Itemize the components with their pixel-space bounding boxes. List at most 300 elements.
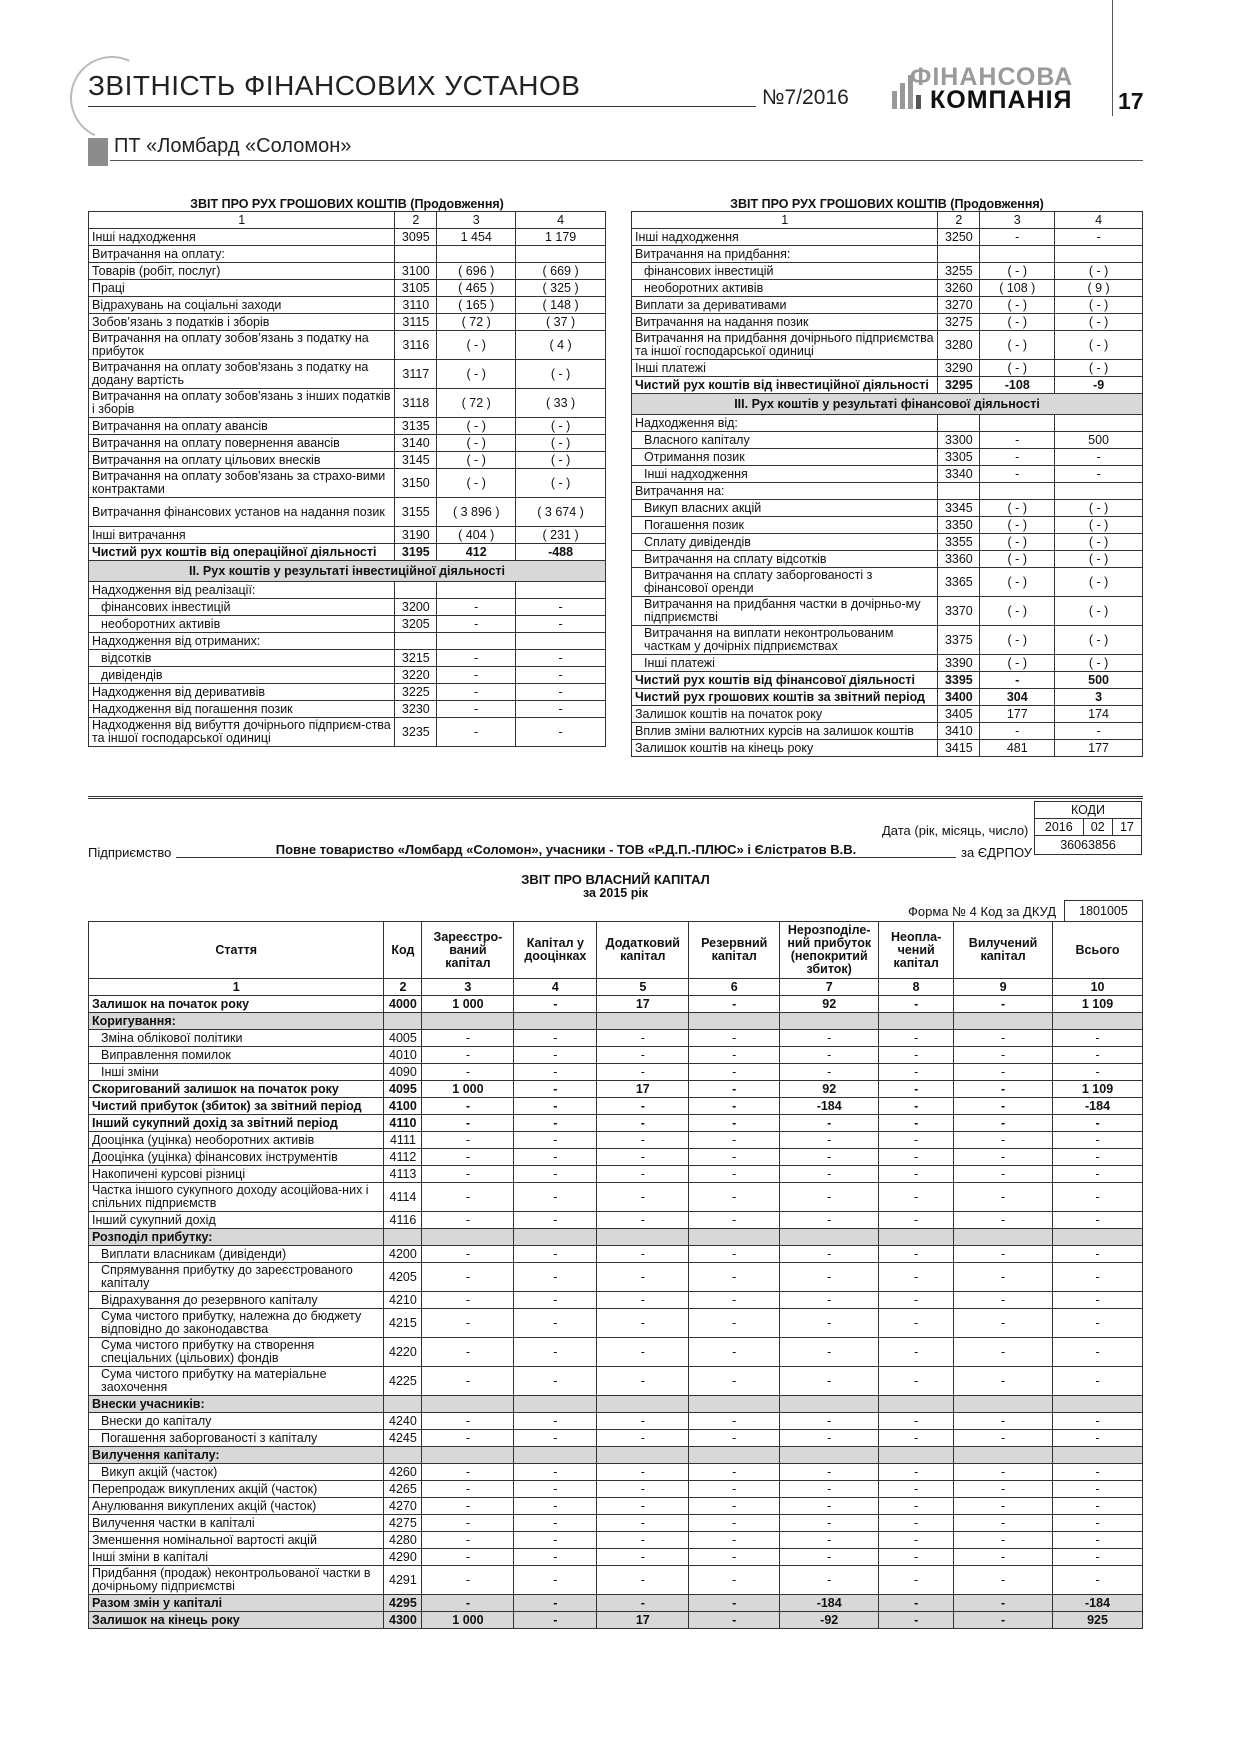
value-cell: - [689, 1430, 780, 1447]
codes-label: КОДИ [1035, 802, 1142, 819]
row-label: Витрачання на оплату повернення авансів [89, 435, 395, 452]
empty-cell [597, 1396, 689, 1413]
value-cell: - [597, 1166, 689, 1183]
row-code: 3220 [395, 667, 437, 684]
value-cell: - [514, 1566, 597, 1595]
table-row [89, 1532, 1143, 1549]
empty-cell [879, 1229, 954, 1246]
column-number: 1 [89, 979, 384, 996]
row-label: Інші платежі [632, 360, 938, 377]
value-cell: - [780, 1515, 879, 1532]
empty-cell [514, 1229, 597, 1246]
value-cell: - [514, 1132, 597, 1149]
value-cell: - [954, 1047, 1053, 1064]
row-label: Сума чистого прибутку, належна до бюджету відповідно до законодавства [89, 1309, 384, 1338]
value-cell: - [689, 1263, 780, 1292]
row-code: 3110 [395, 297, 437, 314]
column-number: 2 [395, 212, 437, 229]
value-cell: - [514, 996, 597, 1013]
value-cell: - [689, 1081, 780, 1098]
value-cell: - [1053, 1132, 1143, 1149]
row-code: 4095 [384, 1081, 422, 1098]
value-cell: - [954, 1132, 1053, 1149]
value-cell: - [879, 1430, 954, 1447]
row-code: 3205 [395, 616, 437, 633]
value-cell: - [514, 1367, 597, 1396]
group-heading: Внески учасників: [89, 1396, 384, 1413]
row-code: 4240 [384, 1413, 422, 1430]
table-row [89, 1338, 1143, 1367]
row-code: 3395 [938, 672, 980, 689]
value-reporting-period: ( - ) [980, 331, 1055, 360]
value-cell: - [422, 1149, 514, 1166]
value-cell: -184 [780, 1595, 879, 1612]
row-code: 4275 [384, 1515, 422, 1532]
value-reporting-period: ( 72 ) [437, 314, 516, 331]
row-code: 3100 [395, 263, 437, 280]
table-row [89, 1612, 1143, 1629]
table-row [89, 1367, 1143, 1396]
value-cell: - [780, 1115, 879, 1132]
value-prior-period: 3 [1055, 689, 1143, 706]
table-row [89, 246, 606, 263]
value-cell: - [689, 1612, 780, 1629]
row-label: Витрачання на: [632, 483, 938, 500]
table-row [89, 544, 606, 561]
value-cell: - [780, 1464, 879, 1481]
column-number: 9 [954, 979, 1053, 996]
value-cell: - [689, 1413, 780, 1430]
company-bar-marker [88, 138, 108, 166]
value-reporting-period: ( - ) [437, 452, 516, 469]
row-label: Виплати за деривативами [632, 297, 938, 314]
value-prior-period: ( 3 674 ) [516, 498, 606, 527]
value-cell: - [422, 1047, 514, 1064]
value-reporting-period: - [437, 684, 516, 701]
value-cell: - [780, 1413, 879, 1430]
value-cell: - [514, 1595, 597, 1612]
row-label: Витрачання на надання позик [632, 314, 938, 331]
value-reporting-period: ( - ) [437, 360, 516, 389]
row-label: Залишок коштів на кінець року [632, 740, 938, 757]
value-cell: - [954, 1183, 1053, 1212]
value-reporting-period: - [980, 432, 1055, 449]
row-label: необоротних активів [632, 280, 938, 297]
edrpou-code: 36063856 [1035, 836, 1142, 855]
row-code: 3095 [395, 229, 437, 246]
value-prior-period: ( - ) [516, 418, 606, 435]
row-code: 3195 [395, 544, 437, 561]
value-cell: - [514, 1309, 597, 1338]
row-code: 4220 [384, 1338, 422, 1367]
value-cell: - [422, 1166, 514, 1183]
table-row [89, 1481, 1143, 1498]
value-cell: - [422, 1367, 514, 1396]
value-cell: - [514, 1030, 597, 1047]
value-cell: - [879, 1413, 954, 1430]
form-code-box [1064, 900, 1143, 922]
row-label: Витрачання на оплату зобов’язань з податку на прибуток [89, 331, 395, 360]
row-code: 3400 [938, 689, 980, 706]
row-label: Відрахувань на соціальні заходи [89, 297, 395, 314]
row-code: 3255 [938, 263, 980, 280]
value-cell: - [954, 1481, 1053, 1498]
row-label: Витрачання на оплату зобов'язань з податку на додану вартість [89, 360, 395, 389]
row-label: Праці [89, 280, 395, 297]
row-label: Надходження від деривативів [89, 684, 395, 701]
row-label: Витрачання на придбання: [632, 246, 938, 263]
value-cell: - [689, 1464, 780, 1481]
value-cell: - [1053, 1149, 1143, 1166]
column-number: 8 [879, 979, 954, 996]
value-cell: - [1053, 1183, 1143, 1212]
column-number: 6 [689, 979, 780, 996]
empty-cell [780, 1396, 879, 1413]
enterprise-label: Підприємство [88, 845, 172, 860]
row-code: 4110 [384, 1115, 422, 1132]
value-cell: - [954, 1098, 1053, 1115]
value-reporting-period: ( 72 ) [437, 389, 516, 418]
row-label: Надходження від: [632, 415, 938, 432]
row-code: 3260 [938, 280, 980, 297]
value-cell: - [422, 1292, 514, 1309]
value-cell: - [689, 1367, 780, 1396]
empty-cell [514, 1447, 597, 1464]
edrpou-label: за ЄДРПОУ [961, 845, 1033, 860]
value-cell: - [780, 1166, 879, 1183]
value-cell: -184 [780, 1098, 879, 1115]
empty-cell [384, 1447, 422, 1464]
value-prior-period: ( - ) [516, 435, 606, 452]
value-cell: - [879, 1309, 954, 1338]
table-row [632, 263, 1143, 280]
value-prior-period: - [516, 684, 606, 701]
column-header: Нерозподіле-ний прибуток (непокритий збиток) [780, 922, 879, 979]
value-cell: - [597, 1030, 689, 1047]
row-label: Виправлення помилок [89, 1047, 384, 1064]
empty-cell [514, 1013, 597, 1030]
value-prior-period: - [516, 650, 606, 667]
value-cell: - [514, 1532, 597, 1549]
value-cell: - [1053, 1246, 1143, 1263]
value-prior-period: ( 231 ) [516, 527, 606, 544]
cashflow-table-left [88, 197, 606, 747]
value-cell: - [1053, 1481, 1143, 1498]
table-row [632, 534, 1143, 551]
value-cell: - [689, 1047, 780, 1064]
group-heading: Вилучення капіталу: [89, 1447, 384, 1464]
row-label: Інші надходження [89, 229, 395, 246]
value-cell: - [1053, 1532, 1143, 1549]
table-row [89, 1464, 1143, 1481]
value-prior-period: ( - ) [1055, 534, 1143, 551]
value-prior-period [516, 582, 606, 599]
value-prior-period: ( - ) [1055, 517, 1143, 534]
value-cell: - [597, 1595, 689, 1612]
row-code: 4215 [384, 1309, 422, 1338]
value-prior-period: 174 [1055, 706, 1143, 723]
value-cell: - [1053, 1430, 1143, 1447]
row-label: необоротних активів [89, 616, 395, 633]
value-cell: - [689, 1098, 780, 1115]
table-row [632, 394, 1143, 415]
row-label: Зобов’язань з податків і зборів [89, 314, 395, 331]
value-reporting-period: ( 108 ) [980, 280, 1055, 297]
value-prior-period: ( - ) [1055, 331, 1143, 360]
row-label: Надходження від реалізації: [89, 582, 395, 599]
table-row [89, 718, 606, 747]
row-code: 3270 [938, 297, 980, 314]
value-reporting-period: 304 [980, 689, 1055, 706]
value-cell: - [1053, 1030, 1143, 1047]
table-row [89, 561, 606, 582]
value-reporting-period: 481 [980, 740, 1055, 757]
table-row [632, 597, 1143, 626]
value-prior-period: ( 33 ) [516, 389, 606, 418]
empty-cell [384, 1229, 422, 1246]
row-label: Інші витрачання [89, 527, 395, 544]
row-code: 3290 [938, 360, 980, 377]
value-cell: - [514, 1064, 597, 1081]
table-row [89, 263, 606, 280]
value-cell: - [954, 1612, 1053, 1629]
value-prior-period: 500 [1055, 672, 1143, 689]
value-cell: - [422, 1246, 514, 1263]
value-cell: - [879, 996, 954, 1013]
table-row [89, 1309, 1143, 1338]
value-prior-period: 1 179 [516, 229, 606, 246]
value-cell: - [689, 1132, 780, 1149]
column-numbers-row [632, 212, 1143, 229]
value-cell: - [879, 1595, 954, 1612]
header-vertical-rule [1112, 0, 1113, 116]
row-code: 4225 [384, 1367, 422, 1396]
row-code: 4112 [384, 1149, 422, 1166]
row-code: 3345 [938, 500, 980, 517]
empty-cell [954, 1396, 1053, 1413]
value-cell: - [1053, 1498, 1143, 1515]
row-label: Інші платежі [632, 655, 938, 672]
empty-cell [422, 1396, 514, 1413]
table-row [89, 1396, 1143, 1413]
value-cell: 1 000 [422, 1081, 514, 1098]
value-cell: - [879, 1532, 954, 1549]
row-code: 4000 [384, 996, 422, 1013]
row-code: 4210 [384, 1292, 422, 1309]
value-prior-period: -9 [1055, 377, 1143, 394]
row-label: Отримання позик [632, 449, 938, 466]
row-code [938, 415, 980, 432]
value-cell: - [780, 1263, 879, 1292]
row-code: 3190 [395, 527, 437, 544]
value-reporting-period: ( - ) [437, 418, 516, 435]
row-label: Спрямування прибутку до зареєстрованого капіталу [89, 1263, 384, 1292]
value-cell: - [954, 1430, 1053, 1447]
row-label: Викуп акцій (часток) [89, 1464, 384, 1481]
row-code: 4005 [384, 1030, 422, 1047]
value-cell: - [597, 1498, 689, 1515]
value-cell: - [597, 1263, 689, 1292]
value-cell: - [954, 1515, 1053, 1532]
value-cell: - [879, 1367, 954, 1396]
table-row [89, 452, 606, 469]
row-label: Дооцінка (уцінка) фінансових інструментів [89, 1149, 384, 1166]
row-label: відсотків [89, 650, 395, 667]
value-reporting-period: ( - ) [980, 626, 1055, 655]
row-code: 3375 [938, 626, 980, 655]
value-cell: - [422, 1263, 514, 1292]
table-row [89, 684, 606, 701]
value-reporting-period [437, 633, 516, 650]
value-cell: - [780, 1309, 879, 1338]
value-cell: - [422, 1595, 514, 1612]
value-cell: - [780, 1292, 879, 1309]
value-cell: - [689, 1149, 780, 1166]
row-label: дивідендів [89, 667, 395, 684]
column-number: 2 [384, 979, 422, 996]
table-row [632, 689, 1143, 706]
row-code [395, 633, 437, 650]
value-cell: - [514, 1413, 597, 1430]
row-label: Придбання (продаж) неконтрольованої частки в дочірньому підприємстві [89, 1566, 384, 1595]
table-row [89, 633, 606, 650]
column-number: 10 [1053, 979, 1143, 996]
row-label: Витрачання на оплату авансів [89, 418, 395, 435]
table-row [89, 331, 606, 360]
value-prior-period: ( - ) [1055, 655, 1143, 672]
row-label: Витрачання на сплату заборгованості з фінансової оренди [632, 568, 938, 597]
value-cell: - [1053, 1464, 1143, 1481]
value-cell: - [954, 1309, 1053, 1338]
value-cell: - [954, 1549, 1053, 1566]
row-label: Вилучення частки в капіталі [89, 1515, 384, 1532]
row-code: 4291 [384, 1566, 422, 1595]
value-cell: - [597, 1367, 689, 1396]
row-code: 3280 [938, 331, 980, 360]
row-code [395, 246, 437, 263]
row-code: 3135 [395, 418, 437, 435]
value-cell: - [954, 1166, 1053, 1183]
value-reporting-period: ( 404 ) [437, 527, 516, 544]
empty-cell [689, 1396, 780, 1413]
row-code: 4270 [384, 1498, 422, 1515]
value-reporting-period: 412 [437, 544, 516, 561]
report-title: ЗВІТ ПРО ВЛАСНИЙ КАПІТАЛ [521, 872, 710, 887]
value-reporting-period: - [980, 466, 1055, 483]
row-code: 3305 [938, 449, 980, 466]
date-year: 2016 [1035, 819, 1084, 836]
column-numbers-row [89, 212, 606, 229]
value-reporting-period: - [980, 449, 1055, 466]
value-cell: - [689, 1498, 780, 1515]
value-cell: - [1053, 1549, 1143, 1566]
value-prior-period: - [516, 616, 606, 633]
value-cell: - [879, 1338, 954, 1367]
value-cell: - [422, 1481, 514, 1498]
value-cell: - [689, 1515, 780, 1532]
table-row [632, 500, 1143, 517]
date-day: 17 [1112, 819, 1141, 836]
value-cell: - [514, 1263, 597, 1292]
value-cell: 1 109 [1053, 1081, 1143, 1098]
value-cell: - [422, 1338, 514, 1367]
value-reporting-period: ( - ) [980, 500, 1055, 517]
column-number: 1 [632, 212, 938, 229]
value-cell: - [954, 1030, 1053, 1047]
empty-cell [597, 1013, 689, 1030]
column-number: 4 [514, 979, 597, 996]
value-cell: - [597, 1064, 689, 1081]
empty-cell [954, 1229, 1053, 1246]
table-row [89, 1430, 1143, 1447]
value-reporting-period: ( - ) [980, 534, 1055, 551]
table-row [89, 1132, 1143, 1149]
row-code: 4265 [384, 1481, 422, 1498]
empty-cell [1053, 1229, 1143, 1246]
table-row [89, 582, 606, 599]
row-code: 3116 [395, 331, 437, 360]
value-prior-period: ( - ) [1055, 360, 1143, 377]
value-cell: - [422, 1309, 514, 1338]
value-cell: - [422, 1464, 514, 1481]
row-code: 3415 [938, 740, 980, 757]
column-number: 7 [780, 979, 879, 996]
value-reporting-period: ( - ) [980, 517, 1055, 534]
table-row [89, 435, 606, 452]
value-cell: - [597, 1309, 689, 1338]
value-reporting-period: - [437, 616, 516, 633]
value-cell: - [514, 1212, 597, 1229]
value-cell: - [780, 1549, 879, 1566]
value-cell: - [597, 1464, 689, 1481]
table-row [89, 996, 1143, 1013]
value-cell: - [1053, 1212, 1143, 1229]
empty-cell [689, 1447, 780, 1464]
value-reporting-period: - [437, 667, 516, 684]
value-prior-period: ( - ) [1055, 263, 1143, 280]
value-cell: -184 [1053, 1098, 1143, 1115]
value-reporting-period: ( - ) [980, 597, 1055, 626]
value-cell: - [514, 1246, 597, 1263]
table-row [89, 1229, 1143, 1246]
value-cell: -184 [1053, 1595, 1143, 1612]
table-row [632, 655, 1143, 672]
value-prior-period [1055, 483, 1143, 500]
row-code [938, 246, 980, 263]
magazine-logo [890, 63, 1085, 113]
table-row [89, 1081, 1143, 1098]
value-cell: - [954, 1595, 1053, 1612]
row-label: Інші надходження [632, 229, 938, 246]
row-label: Інші зміни в капіталі [89, 1549, 384, 1566]
table-row [632, 314, 1143, 331]
value-cell: - [1053, 1413, 1143, 1430]
row-label: Сума чистого прибутку на матеріальне заохочення [89, 1367, 384, 1396]
date-label: Дата (рік, місяць, число) [882, 823, 1029, 838]
row-label: Інший сукупний дохід [89, 1212, 384, 1229]
row-code: 4300 [384, 1612, 422, 1629]
value-prior-period: 177 [1055, 740, 1143, 757]
row-code: 3150 [395, 469, 437, 498]
value-cell: - [780, 1367, 879, 1396]
table-row [632, 466, 1143, 483]
row-label: Надходження від вибуття дочірнього підприєм-ства та іншої господарської одиниці [89, 718, 395, 747]
logo-line-2: КОМПАНІЯ [930, 86, 1073, 114]
table-row [89, 498, 606, 527]
value-cell: - [514, 1098, 597, 1115]
table-row [632, 432, 1143, 449]
column-header: Капітал у дооцінках [514, 922, 597, 979]
